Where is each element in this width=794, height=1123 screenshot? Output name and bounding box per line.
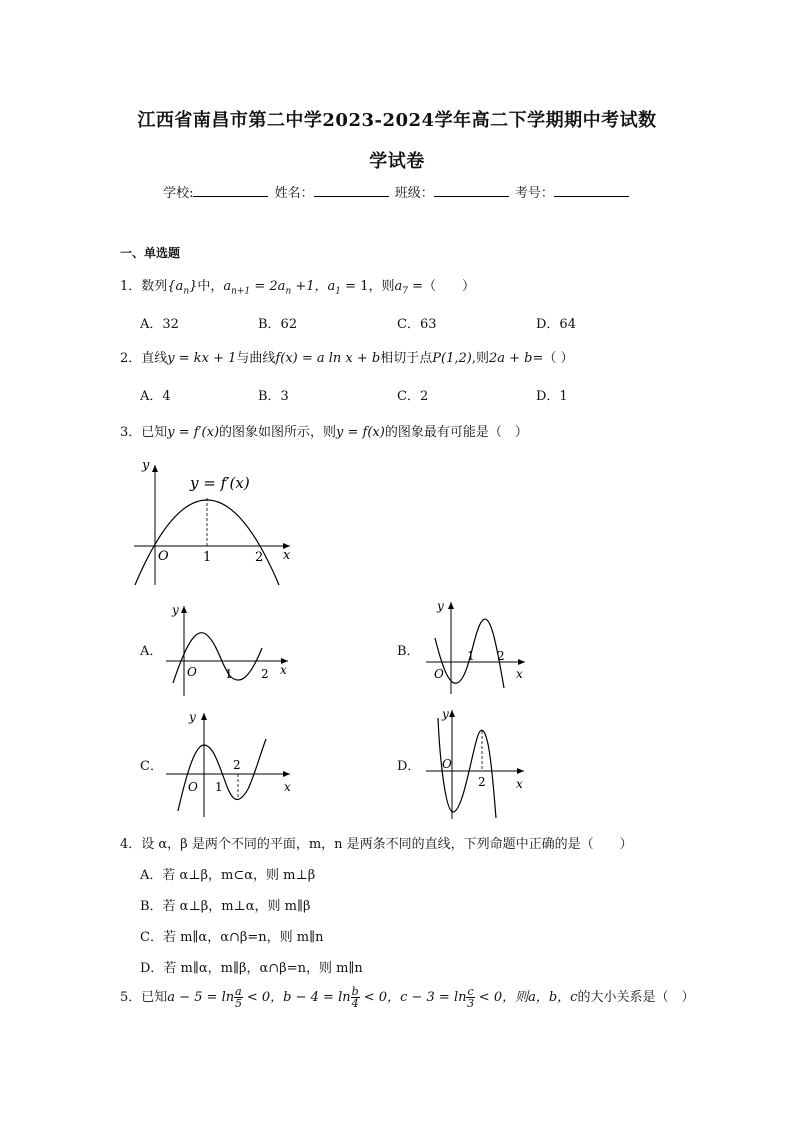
q5-stem xyxy=(120,986,694,1009)
q2-tail: =（ ） xyxy=(532,351,574,366)
q4-stem: 4．设 α，β 是两个不同的平面，m，n 是两条不同的直线，下列命题中正确的是（ ） xyxy=(120,837,633,852)
q3-stem xyxy=(120,421,528,440)
school-field[interactable] xyxy=(193,184,268,197)
q3-prefix: 3．已知 xyxy=(120,425,168,440)
school-label: 学校: xyxy=(163,186,194,201)
q1-option-b[interactable]: B．62 xyxy=(258,317,298,332)
q5-frac3-num: c xyxy=(467,985,474,998)
class-label: 班级： xyxy=(394,186,434,201)
y-axis-arrow-icon xyxy=(181,606,187,613)
q2-curve-eq: f(x) = a ln x + b xyxy=(275,351,381,366)
q1-ask-a: a xyxy=(394,279,403,294)
q1-rec-tail: +1， xyxy=(291,279,328,294)
q5-frac1-num: a xyxy=(235,985,242,998)
q1-rec-sub2: n xyxy=(285,286,292,297)
q2-option-a[interactable]: A．4 xyxy=(140,389,171,404)
q5-frac1 xyxy=(234,986,243,1009)
tick-2-label: 2 xyxy=(478,775,486,789)
tick-1-label: 1 xyxy=(225,667,233,681)
y-label: y xyxy=(437,599,444,613)
q5-frac2-den: 4 xyxy=(351,997,359,1010)
q1-seq: {a xyxy=(167,279,184,294)
tick-2-label: 2 xyxy=(261,667,269,681)
class-field[interactable] xyxy=(434,184,509,197)
q3-option-b-graph[interactable] xyxy=(420,596,535,696)
q1-seq-close: } xyxy=(189,279,198,294)
x-label: x xyxy=(283,548,291,563)
q2-prefix: 2．直线 xyxy=(120,351,168,366)
y-label: y xyxy=(442,707,449,721)
q2-mid2: 相切于点 xyxy=(380,351,433,366)
q4-option-c[interactable]: C．若 m∥α，α∩β=n，则 m∥n xyxy=(140,930,324,945)
q3-option-d-label[interactable]: D． xyxy=(397,759,421,774)
q2-line-eq: y = kx + 1 xyxy=(167,351,237,366)
option-c-curve xyxy=(178,739,266,811)
q3-option-a-label[interactable]: A． xyxy=(140,644,163,659)
x-label: x xyxy=(516,777,523,791)
q5-tail: 的大小关系是（ ） xyxy=(577,990,695,1005)
q2-stem xyxy=(120,347,574,366)
q1-rec-sub1: n+1 xyxy=(231,286,251,297)
q1-option-a[interactable]: A．32 xyxy=(140,317,179,332)
q1-mid: 中， xyxy=(197,279,224,294)
q4-option-b[interactable]: B．若 α⊥β，m⊥α，则 m∥β xyxy=(140,899,311,914)
y-axis-arrow-icon xyxy=(201,713,207,720)
q1-option-d[interactable]: D．64 xyxy=(536,317,576,332)
q1-init-sub: 1 xyxy=(335,286,342,297)
origin-label: O xyxy=(187,665,197,679)
q5-lt3: < 0，则 xyxy=(474,990,529,1005)
x-label: x xyxy=(516,667,523,681)
q5-frac3-den: 3 xyxy=(467,997,475,1010)
q5-lt2: < 0， xyxy=(359,990,401,1005)
q1-prefix: 1．数列 xyxy=(120,279,168,294)
q3-eq1: y = f′(x) xyxy=(167,425,220,440)
x-label: x xyxy=(280,663,287,677)
q3-mid: 的图象如图所示，则 xyxy=(219,425,337,440)
q5-frac2 xyxy=(351,986,360,1009)
x-axis-arrow-icon xyxy=(283,771,290,777)
section-title: 一、单选题 xyxy=(120,246,181,260)
origin-label: O xyxy=(442,757,452,771)
q1-option-c[interactable]: C．63 xyxy=(397,317,437,332)
q3-option-c-label[interactable]: C． xyxy=(140,759,163,774)
q3-option-a-graph[interactable] xyxy=(160,598,295,698)
q4-option-d[interactable]: D．若 m∥α，m∥β，α∩β=n，则 m∥n xyxy=(140,961,363,976)
q1-ask-tail: =（ ） xyxy=(407,279,475,294)
q5-p1: a − 5 = ln xyxy=(167,990,235,1005)
q1-stem xyxy=(120,275,475,297)
origin-label: O xyxy=(158,549,169,564)
q5-prefix: 5．已知 xyxy=(120,990,168,1005)
q1-init-a: a xyxy=(327,279,336,294)
q1-init-val: = 1，则 xyxy=(341,279,395,294)
tick-1-label: 1 xyxy=(467,649,475,663)
q2-option-c[interactable]: C．2 xyxy=(397,389,429,404)
exam-no-label: 考号： xyxy=(514,186,554,201)
q5-frac3 xyxy=(466,986,474,1009)
origin-label: O xyxy=(188,780,198,794)
q1-seq-sub: n xyxy=(183,286,190,297)
y-axis-arrow-icon xyxy=(152,465,158,472)
q3-option-c-graph[interactable] xyxy=(160,707,295,819)
name-label: 姓名： xyxy=(274,186,314,201)
q5-vars: a，b，c xyxy=(528,990,578,1005)
y-label: y xyxy=(172,603,179,617)
q3-derivative-graph xyxy=(128,455,298,590)
tick-1-label: 1 xyxy=(215,780,223,794)
exam-title-line1: 江西省南昌市第二中学2023-2024学年高二下学期期中考试数 xyxy=(137,110,657,131)
q2-expr: 2a + b xyxy=(488,351,533,366)
q2-option-b[interactable]: B．3 xyxy=(258,389,289,404)
q1-rec-a: a xyxy=(223,279,232,294)
x-axis-arrow-icon xyxy=(517,768,524,774)
tick-2-label: 2 xyxy=(233,758,241,772)
exam-no-field[interactable] xyxy=(554,184,629,197)
y-label: y xyxy=(189,710,196,724)
x-axis-arrow-icon xyxy=(518,659,525,665)
q2-point: P(1,2) xyxy=(432,351,472,366)
tick-2-label: 2 xyxy=(255,550,264,565)
q3-option-b-label[interactable]: B． xyxy=(397,644,420,659)
q4-option-a[interactable]: A．若 α⊥β，m⊂α，则 m⊥β xyxy=(140,868,316,883)
q1-ask-sub: 7 xyxy=(402,286,408,297)
q5-lt1: < 0， xyxy=(242,990,284,1005)
q2-mid1: 与曲线 xyxy=(236,351,276,366)
q3-tail: 的图象最有可能是（ ） xyxy=(384,425,528,440)
q2-mid3: ,则 xyxy=(471,351,489,366)
q5-frac2-num: b xyxy=(351,985,359,998)
exam-title-line2: 学试卷 xyxy=(369,151,425,172)
q3-eq2: y = f(x) xyxy=(336,425,385,440)
y-axis-arrow-icon xyxy=(449,710,455,717)
name-field[interactable] xyxy=(314,184,389,197)
tick-2-label: 2 xyxy=(497,649,505,663)
student-info-row xyxy=(0,182,794,201)
q5-p3: c − 3 = ln xyxy=(400,990,467,1005)
tick-1-label: 1 xyxy=(203,550,212,565)
q3-option-d-graph[interactable] xyxy=(420,704,530,822)
derivative-curve xyxy=(135,500,279,585)
x-label: x xyxy=(284,780,291,794)
q1-rec-eq: = 2a xyxy=(250,279,286,294)
origin-label: O xyxy=(434,667,444,681)
q5-p2: b − 4 = ln xyxy=(283,990,351,1005)
q5-frac1-den: 5 xyxy=(234,997,242,1010)
q2-option-d[interactable]: D．1 xyxy=(536,389,568,404)
curve-label: y = f′(x) xyxy=(190,474,250,492)
y-axis-arrow-icon xyxy=(448,602,454,609)
y-label: y xyxy=(142,458,150,473)
